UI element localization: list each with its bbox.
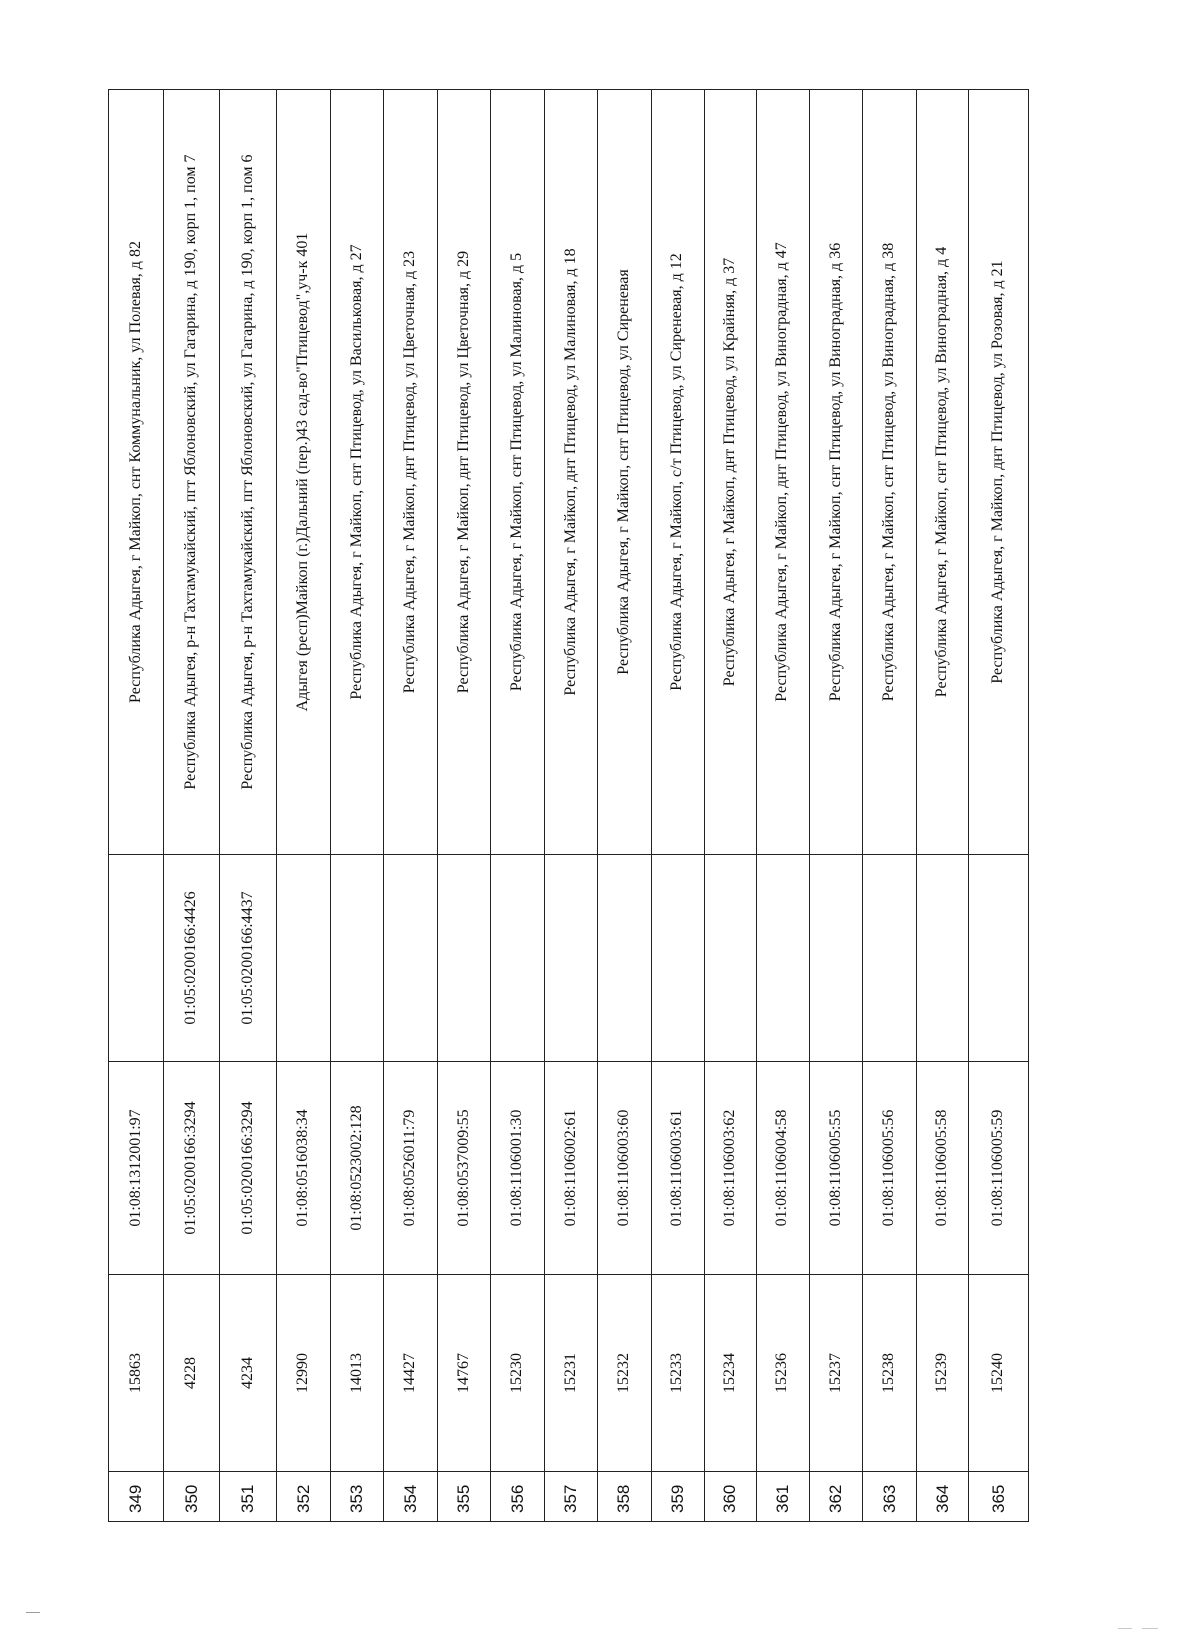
cadastral-number-premises: 01:05:0200166:4437: [219, 855, 277, 1062]
table-row: [277, 90, 330, 1522]
record-id: 14013: [330, 1275, 383, 1472]
table-row: [437, 90, 490, 1522]
table-row: [969, 90, 1029, 1522]
cadastral-number: 01:08:0516038:34: [277, 1062, 330, 1275]
scan-artifact: [26, 1612, 40, 1613]
cadastral-number-premises: [705, 855, 756, 1062]
cadastral-number: 01:08:1106003:62: [705, 1062, 756, 1275]
row-number: 357: [544, 1472, 597, 1522]
table-row: [705, 90, 756, 1522]
row-number: 364: [916, 1472, 968, 1522]
cadastral-number: 01:08:1312001:97: [109, 1062, 164, 1275]
row-number: 361: [756, 1472, 809, 1522]
record-id: 14767: [437, 1275, 490, 1472]
row-number: 360: [705, 1472, 756, 1522]
address: Республика Адыгея, г Майкоп, снт Птицевод, ул Виноградная, д 36: [809, 90, 862, 855]
record-id: 15236: [756, 1275, 809, 1472]
cadastral-number: 01:08:0537009:55: [437, 1062, 490, 1275]
rotated-table-container: [108, 90, 1029, 1522]
address: Республика Адыгея, р-н Тахтамукайский, пгт Яблоновский, ул Гагарина, д 190, корп 1, пом 7: [164, 90, 219, 855]
row-number: 362: [809, 1472, 862, 1522]
record-id: 15234: [705, 1275, 756, 1472]
address: Республика Адыгея, г Майкоп, снт Птицевод, ул Виноградная, д 4: [916, 90, 968, 855]
address: Республика Адыгея, г Майкоп, снт Птицевод, ул Малиновая, д 5: [491, 90, 544, 855]
row-number: 353: [330, 1472, 383, 1522]
cadastral-number-premises: [916, 855, 968, 1062]
cadastral-number-premises: [863, 855, 916, 1062]
address: Республика Адыгея, г Майкоп, днт Птицевод, ул Цветочная, д 29: [437, 90, 490, 855]
record-id: 15230: [491, 1275, 544, 1472]
row-number: 349: [109, 1472, 164, 1522]
record-id: 15238: [863, 1275, 916, 1472]
address: Республика Адыгея, г Майкоп, с/т Птицевод, ул Сиреневая, д 12: [651, 90, 704, 855]
cadastral-number-premises: [491, 855, 544, 1062]
row-number: 355: [437, 1472, 490, 1522]
cadastral-number: 01:08:1106001:30: [491, 1062, 544, 1275]
cadastral-number-premises: [544, 855, 597, 1062]
cadastral-number-premises: [969, 855, 1029, 1062]
record-id: 4234: [219, 1275, 277, 1472]
address: Республика Адыгея, г Майкоп, днт Птицевод, ул Виноградная, д 47: [756, 90, 809, 855]
cadastral-number: 01:05:0200166:3294: [219, 1062, 277, 1275]
cadastral-number-premises: [756, 855, 809, 1062]
cadastral-number-premises: [277, 855, 330, 1062]
table-row: [491, 90, 544, 1522]
cadastral-number: 01:08:1106005:56: [863, 1062, 916, 1275]
address: Республика Адыгея, г Майкоп, снт Птицевод, ул Сиреневая: [598, 90, 651, 855]
row-number: 356: [491, 1472, 544, 1522]
table-row: [598, 90, 651, 1522]
row-number: 351: [219, 1472, 277, 1522]
cadastral-number-premises: [437, 855, 490, 1062]
address: Республика Адыгея, г Майкоп, снт Птицевод, ул Васильковая, д 27: [330, 90, 383, 855]
cadastral-number: 01:08:1106003:61: [651, 1062, 704, 1275]
record-id: 15237: [809, 1275, 862, 1472]
table-row: [916, 90, 968, 1522]
record-id: 4228: [164, 1275, 219, 1472]
cadastral-number-premises: [109, 855, 164, 1062]
row-number: 352: [277, 1472, 330, 1522]
table-row: [756, 90, 809, 1522]
table-row: [863, 90, 916, 1522]
record-id: 14427: [384, 1275, 437, 1472]
address: Республика Адыгея, р-н Тахтамукайский, пгт Яблоновский, ул Гагарина, д 190, корп 1, пом 6: [219, 90, 277, 855]
record-id: 15239: [916, 1275, 968, 1472]
table-body: [109, 90, 1029, 1522]
table-row: [809, 90, 862, 1522]
record-id: 15231: [544, 1275, 597, 1472]
table-row: [164, 90, 219, 1522]
row-number: 358: [598, 1472, 651, 1522]
cadastral-number-premises: [809, 855, 862, 1062]
cadastral-number: 01:08:1106003:60: [598, 1062, 651, 1275]
table-row: [384, 90, 437, 1522]
cadastral-number: 01:05:0200166:3294: [164, 1062, 219, 1275]
cadastral-number: 01:08:1106005:59: [969, 1062, 1029, 1275]
cadastral-number: 01:08:0523002:128: [330, 1062, 383, 1275]
cadastral-number-premises: [330, 855, 383, 1062]
registry-table: [108, 89, 1029, 1522]
address: Республика Адыгея, г Майкоп, днт Птицевод, ул Цветочная, д 23: [384, 90, 437, 855]
record-id: 15240: [969, 1275, 1029, 1472]
table-row: [544, 90, 597, 1522]
cadastral-number-premises: 01:05:0200166:4426: [164, 855, 219, 1062]
scan-artifact: [1118, 1628, 1132, 1629]
table-row: [330, 90, 383, 1522]
cadastral-number-premises: [598, 855, 651, 1062]
row-number: 354: [384, 1472, 437, 1522]
address: Республика Адыгея, г Майкоп, днт Птицевод, ул Малиновая, д 18: [544, 90, 597, 855]
record-id: 12990: [277, 1275, 330, 1472]
row-number: 365: [969, 1472, 1029, 1522]
record-id: 15232: [598, 1275, 651, 1472]
row-number: 363: [863, 1472, 916, 1522]
cadastral-number-premises: [384, 855, 437, 1062]
address: Адыгея (респ)Майкоп (г.)Дальний (пер.)43 сад-во"Птицевод",уч-к 401: [277, 90, 330, 855]
address: Республика Адыгея, г Майкоп, снт Птицевод, ул Виноградная, д 38: [863, 90, 916, 855]
cadastral-number: 01:08:1106005:55: [809, 1062, 862, 1275]
scan-artifact: [1142, 1628, 1158, 1629]
address: Республика Адыгея, г Майкоп, снт Коммунальник, ул Полевая, д 82: [109, 90, 164, 855]
address: Республика Адыгея, г Майкоп, днт Птицевод, ул Крайняя, д 37: [705, 90, 756, 855]
record-id: 15233: [651, 1275, 704, 1472]
cadastral-number: 01:08:1106005:58: [916, 1062, 968, 1275]
table-row: [109, 90, 164, 1522]
row-number: 350: [164, 1472, 219, 1522]
cadastral-number: 01:08:0526011:79: [384, 1062, 437, 1275]
record-id: 15863: [109, 1275, 164, 1472]
row-number: 359: [651, 1472, 704, 1522]
cadastral-number: 01:08:1106004:58: [756, 1062, 809, 1275]
table-row: [219, 90, 277, 1522]
address: Республика Адыгея, г Майкоп, днт Птицевод, ул Розовая, д 21: [969, 90, 1029, 855]
cadastral-number: 01:08:1106002:61: [544, 1062, 597, 1275]
cadastral-number-premises: [651, 855, 704, 1062]
table-row: [651, 90, 704, 1522]
